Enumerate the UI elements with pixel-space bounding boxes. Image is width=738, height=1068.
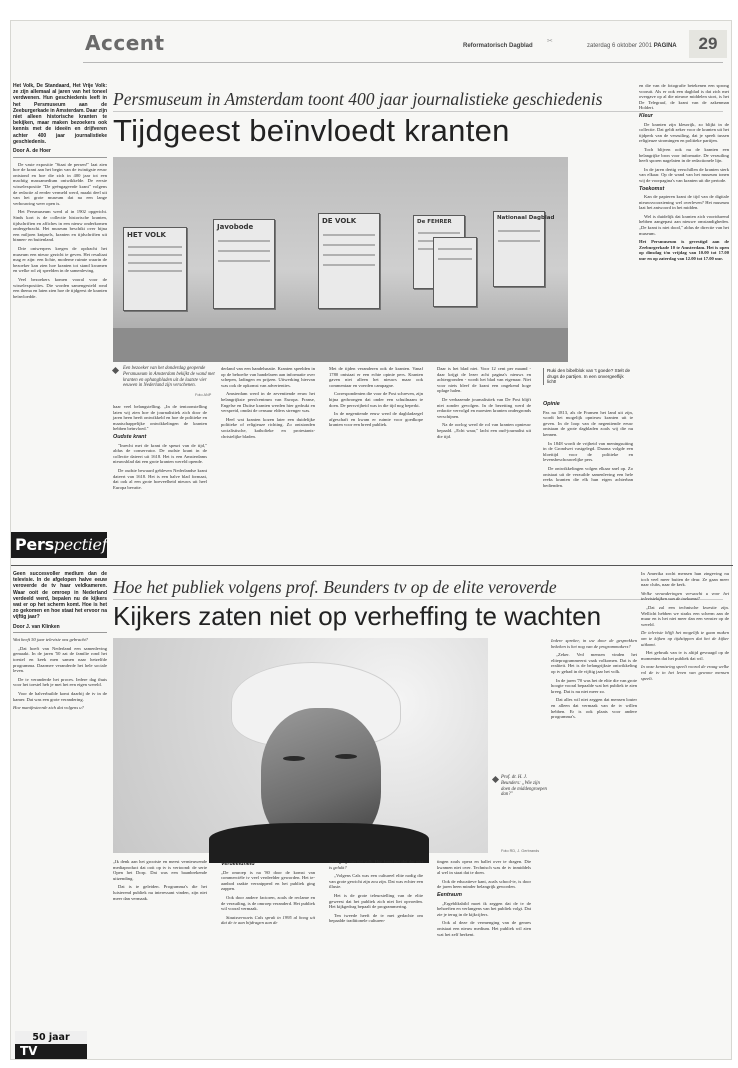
article2-col5-p3: „Ergebliksbild moet ik zeggen dat de tv de behoeften en verlangens van het publiek volgt. Dat zie je terug in de kijkcijfers. [437,900,531,917]
article1-kicker-rule [113,111,723,112]
frame-line [128,270,182,272]
header-rule [83,62,723,63]
article1-col6-p2: In 1848 wordt de vrijheid van meningsuiting in de Grondwet vastgelegd. Daarna volgde een bloeitijd voor de politieke en levensbeschouwelijke pers. [543,440,633,463]
frame-line [323,254,375,256]
article1-col2-p1: haar veel belangstelling. „In de tentoonstelling laten wij zien hoe de journalistiek zich door de jaren heen heeft ontwikkeld en hoe de politieke en maatschappelijke ontwikkelingen de kranten hebben beïnvloed." [113,404,207,432]
frame-line [418,232,460,234]
article-separator [11,565,733,566]
frame-line [323,234,375,236]
newspaper-frame [123,227,187,311]
article1-col7-p6: Wel is duidelijk dat kranten zich voortdurend hebben aangepast aan nieuwe omstandigheden. „De krant is niet dood," aldus de directie van het museum. [639,213,729,236]
article1-col6-p1: Pas na 1813, als de Fransen het land uit zijn, wordt het mogelijk opnieuw kranten uit te geven. In de loop van de negentiende eeuw ontstaan de grote dagbladen zoals wij die nu kennen. [543,409,633,437]
article2-col4-p4: Ten tweede heeft de tv met gedachte om bepaalde traditionele culturen- [329,912,423,924]
caption-bullet-icon [112,367,119,374]
article2-col5-p1: tingen zoals opera en ballet over te dragen. Die kwamen niet over. Technisch was de tv inmiddels al wel in staat dat te doen. [437,859,531,876]
article2-col1-p3: Voor de halverbuilde komt daarbij de tv in de kamer. Dat was een grote verandering. [13,690,107,702]
frame-line [218,250,270,252]
article1-photo-credit: Foto ANP [195,393,212,397]
tv-logo-bottom: TV [15,1044,87,1059]
article2-col7-p5: Het gebruik van tv is altijd gevraagd op de momenten dat het publiek dat wil. [641,650,729,661]
article2-col3-p2: Ook door andere factoren, zoals de reclame en de verzuiling, is de omroep veranderd. Het publiek wil vooral vermaak. [221,894,315,912]
article2-column-2 [113,859,207,1055]
article1-subhead-kleur: Kleur [639,112,653,119]
article2-col1-p1: „Dat hoeft van Nederland een samenleving gemaakt. In de jaren '50 zat de familie rond het toestel en keek men samen naar hetzelfde programma. Daarmee veranderde het hele sociale leven. [13,645,107,674]
article1-column-4 [329,366,423,559]
page-number: 29 [698,34,718,53]
article2-col7-p1: In Amerika zocht mensen hun zingeving nu toch veel meer buiten de deur. Ze gaan meer naar clubs, naar de kerk. [641,571,729,588]
beunders-portrait-photo [113,638,488,853]
article1-photo-caption: Een bezoeker van het donderdag geopende Persmuseum in Amsterdam bekijkt de wand met kranten en ophangbladen uit de laatste vier eeuwen in Nederland zijn verschenen. [123,366,215,389]
article1-column-5 [437,366,531,559]
article1-col3-p3: Heel wat kranten kozen later een duidelijke politieke of religieuze richting. Zo ontstonden socialistische, katholieke en protestants-christelijke bladen. [221,416,315,439]
article2-kicker-rule [113,599,723,600]
article1-col5-p2: De verbazende journalistiek van De Post blijft niet zonder gevolgen. In de bezetting werd de redactie vervolgd en moesten kranten ondergronds verschijnen. [437,396,531,419]
frame-line [218,260,270,262]
article2-col4-p2: „Volgens Cals was een cultureel elite nodig die van grote gewicht zijn zou zijn. Dat was echter een illusie. [329,873,423,890]
frame-line [498,230,540,232]
article1-lead: Het Volk, De Standaard, Het Vrije Volk: ze zijn allemaal al jaren van het toneel verdwenen. Hun geschiedenis leeft in het Persmuseum aan de Zeeburgerkade in Amsterdam. Daar zijn niet alleen historische kranten te bekijken, maar maken bezoekers ook kennis met de ideeën en drijfveren achter 400 jaar journalistieke geschiedenis. [13,83,108,145]
article1-col1-p1: De vaste expositie "Staat de persen!" laat zien hoe de krant aan het begin van de twintigste eeuw ontstond en hoe die zich in 400 jaar tot een machtig massamedium ontwikkelde. De eerste wisselexpositie "De geëngageerde krant" volgens de redactie al eerder vermeld werd, maakt deel uit van het grote museum dat na een lange verbouwing weer open is. [13,161,107,206]
page-header [11,21,733,77]
article2-col7-p6: In onze kennisring speelt vooral de vraag welke rol de tv in het leven van gewone mensen speelt. [641,664,729,681]
frame-title: DE VOLK [322,217,357,225]
newspaper-frame [213,219,275,309]
article1-byline: Door A. de Hoer [13,149,107,158]
article2-question-2: Hoe manifesteerde zich dat volgens u? [13,705,84,711]
article1-boxed-caption: Ruki den bibelblok van 't goede? Stelt de drugs de partijen. In een onvergeeflijk licht! [543,368,633,385]
article1-col1-p4: Veel bezoekers komen vooral voor de wisselexposities. Die worden samengesteld rond een thema en laten zien hoe de tijdgeest de kranten beïnvloedde. [13,276,107,299]
article2-column-5 [437,859,531,1055]
portrait-eye [283,756,305,761]
perspectief-logo-part2: pectief [53,535,108,554]
article2-question-1: Wat heeft 50 jaar televisie ons gebracht? [13,637,89,643]
article2-col7-p4: De televisie blijft het mogelijk te gaan maken om te kijken op tijdstippen dat het de kijker uitkomt. [641,630,729,647]
article2-col3-p1: „De omroep is na '80 door de komst van commerciële tv veel verdeelder geworden. Het te-aanbod raakte versnipperd en het publiek ging zappen. [221,869,315,892]
article2-subhead-verdeeldheid: Verdeeldheid [221,861,255,867]
article1-col6-p3: De ontwikkelingen volgen elkaar snel op. Zo ontstaat uit de verzuilde samenleving een hele reeks kranten die elk hun eigen achterban bedienden. [543,465,633,488]
article1-col7-p3: Toch blijven ook nu de kranten een belangrijke bron voor informatie. De verzuiling heeft sporen nagelaten in de redactionele lijn. [639,146,729,164]
perspectief-logo [11,532,107,558]
article2-col6-p1: Iedere spreker, in uw door de gesprekken bekeken is het nog van de programmakers? [551,638,637,649]
article1-column-7 [639,83,729,559]
portrait-jacket [209,823,429,863]
date-text: zaterdag 6 oktober 2001 [587,43,653,49]
article1-subhead-toekomst: Toekomst [639,185,665,192]
article2-column-3 [221,859,315,1055]
article1-left-column [13,83,107,528]
newspaper-frame [493,211,555,287]
article1-col7-p4: In de jaren dertig verschillen de kranten sterk van elkaar. Op de wand van het museum tonen wij de voorpagina's van kranten uit die periode. [639,166,729,183]
article2-col6-p3: In de jaren '70 was het de elite die van grote hoogte vooral bepaalde wat het publiek te zien kreeg. Dat is nu niet meer zo. [551,677,637,694]
article2-col6-p4: Dat alles wil niet zeggen dat mensen louter en alleen dat vermaak van de tv willen hebben. Er is ook plaats voor andere programma's. [551,697,637,720]
newspaper-page [10,20,732,1060]
article2-left-column [13,571,107,1023]
article1-museum-info: Het Persmuseum is gevestigd aan de Zeeburgerkade 10 te Amsterdam. Het is open op dinsdag t/m vrijdag van 10.00 tot 17.00 uur en op zaterdag van 12.00 tot 17.00 uur. [639,239,729,262]
article2-kicker: Hoe het publiek volgens prof. Beunders tv op de elite veroverde [113,577,557,597]
frame-title: Nationaal Dagblad [497,215,555,221]
article2-headline: Kijkers zaten niet op verheffing te wachten [113,601,602,631]
section-title: Accent [85,31,165,55]
frame-title: HET VOLK [127,231,166,239]
article2-col2-p1: „Ik denk aan het grootste en meest vernieuwende mediaproduct dat ooit op tv is vertoond: de serie Open het Dorp. Dat was een baanbrekende uitzending. [113,859,207,881]
article2-col6-p2: „Zeker. Ved mensen vinden het eliteprogrammeerst vaak volkomen. Dat is de realiteit. Het is de belangrijkste ontwikkeling op tv gehad in de vijftig jaar het volk. [551,652,637,674]
newspaper-name: Reformatorisch Dagblad [463,43,533,49]
article1-col7-p1: en die van de fotografie betekenen een sprong vooruit. Als er ook een dagblad is dat zich met overgave op al die nieuwe middelen stort, is het De Telegraaf, de krant van de zakenman Holdert. [639,83,729,111]
frame-line [323,244,375,246]
article1-column-6 [543,399,633,559]
scissors-icon: ✂ [547,37,553,45]
article1-col7-p2: De kranten zijn kleurrijk, zo blijkt in de collectie. Dat geldt zeker voor de kranten uit het tijdperk van de verzuiling, dat je speelt tussen religieuze stromingen en politieke partijen. [639,121,729,144]
article1-subhead-opinie: Opinie [543,401,560,407]
article2-col7-p3: „Dat zal een technische kwestie zijn. Wellicht hebben we straks een scherm aan de muur en is het niet meer dan een venster op de wereld. [641,604,729,627]
frame-line [323,264,375,266]
article1-col2-p3: De oudste bewaard gebleven Nederlandse krant dateert van 1618. Het is een halve blad formaat, dat ook al een grote hoeveelheid nieuws uit heel Europa bevatte. [113,467,207,490]
caption-bullet-icon [492,776,499,783]
article1-col7-p5: Kan de papieren krant de tijd van de digitale nieuwsvoorziening wel overleven? Het museum laat het antwoord in het midden. [639,194,729,211]
article1-col5-p3: Na de oorlog werd de rol van kranten opnieuw bepaald. „Echt waar," lacht een oud-journalist uit die tijd. [437,422,531,439]
article1-col4-p3: In de negentiende eeuw werd de dagbladzegel afgeschaft en kwam er ruimte voor goedkope kranten voor een breed publiek. [329,411,423,428]
article1-column-2 [113,404,207,559]
article2-lead: Geen succesvoller medium dan de televisie. In de afgelopen halve eeuw veroverde de tv haar veldkameren. Waar ooit de omroep in Nederland verdeeld werd, bepalen nu de kijkers wat er op het scherm komt. Hoe is het zo gekomen en hoe staat het ervoor na vijftig jaar? [13,571,107,621]
article2-column-6 [551,638,637,1055]
museum-floor [113,328,568,362]
article1-col1-p3: Drie ontwerpers kregen de opdracht het museum een nieuw gezicht te geven. Het resultaat mag er zijn: een lichte, moderne ruimte waarin de bezoeker kan zien hoe kranten tot stand kwamen en welke rol zij speelden in de samenleving. [13,245,107,274]
article1-col5-p1: Daar is het blad niet. Voor 12 cent per maand - daar krijgt de lezer acht pagina's nieuws en achtergronden - wordt het blad van eigenaar. Niet voor niets bleef de krant een ongekend hoge oplage halen. [437,366,531,394]
frame-line [218,240,270,242]
article2-col5-p4: Ook al deze de vermenging van de genres ontstaat een nieuw medium. Het publiek wil zien wat het zelf herkent. [437,920,531,937]
frame-line [438,258,472,260]
article2-col7-p2: Welke veranderingen verwacht u voor het televisiekijken van de toekomst? [641,590,729,602]
frame-line [498,240,540,242]
article2-byline: Door J. van Klinken [13,625,107,634]
article1-col4-p2: Correspondenten die voor de Post schreven, zijn bijna gedwongen dat onder een schuilnaam te doen. De persvrijheid was in die tijd nog beperkt. [329,391,423,408]
issue-date [587,43,677,49]
article2-col5-p2: Ook de educatieve kant, zoals school-tv, is door de jaren heen minder belangrijk geworden. [437,878,531,890]
article2-col3-p3: Staatsvernuets Cals sprak in 1995 al hoog uit dat de tv aan bijdragen aan de [221,914,315,926]
article2-column-7 [641,571,729,1055]
article1-col1-p2: Het Persmuseum werd al in 1902 opgericht. Sinds kort is de collectie historische kranten, tijdschriften en affiches in een nieuw onderkomen ondergebracht. Het museum beschikt over bijna een miljoen knipsels, kranten en tijdschriften uit binnen- en buitenland. [13,209,107,243]
tv-logo-top: 50 jaar [15,1031,87,1044]
article2-subhead-eentraum: Eentraum [437,891,462,898]
article1-headline: Tijdgeest beïnvloedt kranten [113,113,510,148]
article1-col3-p1: derland van een handelsnatie. Kranten speelden in op de behoefte van handelaren aan informatie over schepen, ladingen en prijzen. Uitwerking hiervan was ook de opkomst van advertenties. [221,366,315,388]
frame-line [128,254,182,256]
frame-line [438,248,472,250]
article1-col2-p2: "Inrecht met de krant de speurt van de tijd," aldus de conservator. De oudste krant in de collectie dateert uit 1618. Het is een Amsterdams nieuwsblad dat een grote kranten wereld opende. [113,442,207,465]
frame-line [128,246,182,248]
perspectief-logo-part1: Pers [15,535,54,554]
article2-col4-p3: Het is de grote teleurstelling van de elite geweest dat het publiek zich niet liet opvoeden. Het kijkgedrag bepaalt de programmering. [329,892,423,910]
article1-subhead-oudste: Oudste krant [113,433,147,440]
frame-title: Javobode [217,223,254,231]
article1-kicker: Persmuseum in Amsterdam toont 400 jaar journalistieke geschiedenis [113,89,603,109]
frame-title: De FEHRER [417,219,452,225]
newspaper-frame [318,213,380,309]
article2-photo-caption: Prof. dr. H. J. Beunders: „Wie zijn doen de middengroepen dan?" [501,775,547,798]
article2-col2-p2: Dat is te geleiden. Programma's die het luisterend publiek nu interessant vinden, zijn niet meer dan vermaak. [113,884,207,901]
newspaper-frame [433,237,477,307]
article2-photo-credit: Foto RD, J. Gerbrands [501,849,540,853]
portrait-eye [335,754,357,759]
page-label: PAGINA [653,43,677,49]
article1-column-3 [221,366,315,559]
article1-col3-p2: Amsterdam werd in de zeventiende eeuw het belangrijkste persfcentrum van Europa. Franse, Engelse en Duitse kranten werden hier gedrukt en verspreid, omdat de censuur elders strenger was. [221,391,315,414]
frame-line [128,262,182,264]
article2-col1-p2: De tv veranderde het proces. Iedere dag thuis voor het toestel heb je met het een eigen wereld. [13,676,107,688]
article2-column-4 [329,859,423,1055]
article2-col4-p1: verheffing van het volk. Hoe komt het dat dat niet is gelukt? [329,859,423,870]
museum-photo [113,157,568,362]
article1-col4-p1: Met de tijden veranderen ook de kranten. Vanaf 1780 ontstaat er een echte opinie pers. Kranten gaven niet alleen het nieuws maar ook commentaar en voerden campagne. [329,366,423,388]
